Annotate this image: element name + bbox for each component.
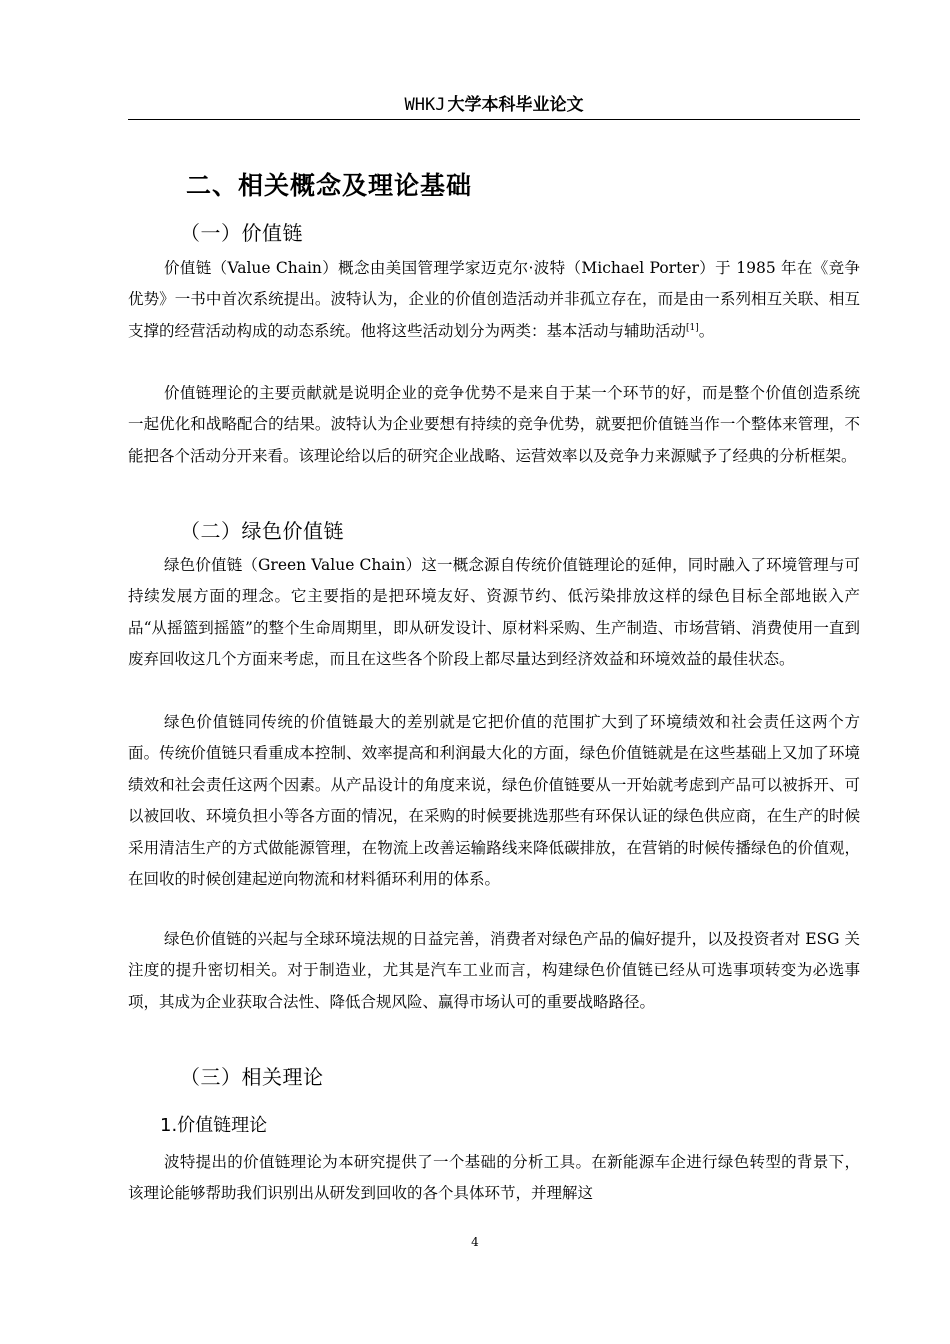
paragraph-green-value-chain-3: 绿色价值链的兴起与全球环境法规的日益完善，消费者对绿色产品的偏好提升，以及投资者对 ESG 关注度的提升密切相关。对于制造业，尤其是汽车工业而言，构建绿色价值链已经从可选事项转变为必选事项，其成为企业获取合法性、降低合规风险、赢得市场认可的重要战略路径。 [128,930,860,1011]
page-number: 4 [471,1235,479,1249]
paragraph-green-value-chain-2: 绿色价值链同传统的价值链最大的差别就是它把价值的范围扩大到了环境绩效和社会责任这两个方面。传统价值链只看重成本控制、效率提高和利润最大化的方面，绿色价值链就是在这些基础上又加了环境绩效和社会责任这两个因素。从产品设计的角度来说，绿色价值链要从一开始就考虑到产品可以被拆开、可以被回收、环境负担小等各方面的情况，在采购的时候要挑选那些有环保认证的绿色供应商，在生产的时候采用清洁生产的方式做能源管理，在物流上改善运输路线来降低碳排放，在营销的时候传播绿色的价值观，在回收的时候创建起逆向物流和材料循环利用的体系。 [128,713,860,889]
paragraph-green-value-chain-1: 绿色价值链（Green Value Chain）这一概念源自传统价值链理论的延伸，同时融入了环境管理与可持续发展方面的理念。它主要指的是把环境友好、资源节约、低污染排放这样的绿色目标全部地嵌入产品“从摇篮到摇篮”的整个生命周期里，即从研发设计、原材料采购、生产制造、市场营销、消费使用一直到废弃回收这几个方面来考虑，而且在这些各个阶段上都尽量达到经济效益和环境效益的最佳状态。 [128,556,860,669]
paragraph-text: 价值链（Value Chain）概念由美国管理学家迈克尔·波特（Michael Porter）于 1985 年在《竞争优势》一书中首次系统提出。波特认为，企业的价值创造活动并非孤立存在，而是由一系列相互关联、相互支撑的经营活动构成的动态系统。他将这些活动划分为两类：基本活动与辅助活动 [128,259,860,340]
citation-ref: [1] [686,322,699,333]
section-title: 二、相关概念及理论基础 [186,171,473,200]
header-title: 大学本科毕业论文 [447,95,584,115]
item-1-title: 1.价值链理论 [160,1115,268,1136]
page-header [128,90,860,120]
subsection-1-title: （一）价值链 [180,221,303,245]
paragraph-theory-1: 波特提出的价值链理论为本研究提供了一个基础的分析工具。在新能源车企进行绿色转型的背景下，该理论能够帮助我们识别出从研发到回收的各个具体环节，并理解这 [128,1153,860,1203]
paragraph-value-chain-1 [128,253,860,347]
subsection-3-title: （三）相关理论 [180,1065,324,1089]
paragraph-end: 。 [698,321,715,340]
paragraph-value-chain-2: 价值链理论的主要贡献就是说明企业的竞争优势不是来自于某一个环节的好，而是整个价值创造系统一起优化和战略配合的结果。波特认为企业要想有持续的竞争优势，就要把价值链当作一个整体来管理，不能把各个活动分开来看。该理论给以后的研究企业战略、运营效率以及竞争力来源赋予了经典的分析框架。 [128,384,860,465]
subsection-2-title: （二）绿色价值链 [180,519,344,543]
header-code: WHKJ [404,95,446,115]
